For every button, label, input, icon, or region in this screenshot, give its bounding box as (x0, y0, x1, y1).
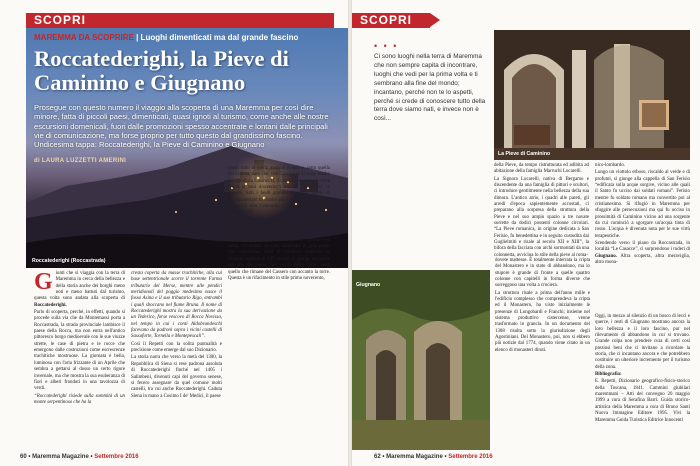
paragraph: Lungo un viottolo erboso, riscaldo al verde e di profumi, si giunge alla cappella di San Ferisio “edificata sulla acque sorgive, vicino alle quali il Santo fu ucciso dai soldati romani”. Ferisio mentre fu soldato romano ma convertito poi al cristianesimo. Si rifugiò in Maremma per sfuggire alle persecuzioni ma qui fu ucciso in prossimità di Caminino vicino ad una sorgente da cui cominciò a sgorgare un'acqua tinta di rosso. L'acqua è divenuta nota per le sue virtù terapeutiche. (595, 170, 690, 239)
paragraph: nico-lombardo. (595, 163, 626, 168)
section-header (26, 13, 334, 28)
dropcap: G (34, 269, 53, 295)
issue-date: Settembre 2016 (94, 454, 139, 460)
bibliography-title: Bibliografia: (595, 372, 622, 378)
text-column-r1 (494, 163, 589, 258)
paragraph: Parlo di scoperta, perché, in effetti, quando si procede sulla via che da Montemassi porta a Roccastrada, la strada provinciale lambisce il paese della Rocca, ma non entra nell'antico pittoresco borgo medioevale con le sue viuzze strette, le case di pietra e le rocce che emergono dalle costruzioni come escrescenze trachitiche mostruose. La giornata è bella, luminosa con l'aria frizzante di un Aprile che sembra a gettarsi al dosso un certo rigore invernale, ma che mostra la sua esuberanza di fiori e alberi fronduti in una tavolozza di verdi. (34, 310, 125, 392)
article-intro: Prosegue con questo numero il viaggio alla scoperta di una Maremma per così dire minore, fatta di piccoli paesi, dimenticati, quasi ignoti al turismo, come anche alle nostre escursioni domenicali, fuori dalle promozioni spesso accentrate e lontani dalle principali vie di comunicazione, ma forse proprio per tutto questo dal grandissimo fascino. Undicesima tappa: Roccatederighi, la Pieve di Caminino e Giugnano (34, 103, 329, 150)
footer-left: 60 • Maremma Magazine • Settembre 2016 (20, 454, 139, 460)
page-number: 62 (374, 454, 381, 460)
pull-quote-text: Ci sono luoghi nella terra di Maremma che non sempre capita di incontrare, luoghi che vedi per la prima volta e ti sembrano alla fine del mondo; incantano, perché non te lo aspetti, perché si crede di conoscere tutto della terra dove siamo nati, e invece non è così... (374, 53, 486, 123)
section-label: SCOPRI (360, 13, 413, 27)
text-column-1 (34, 271, 125, 449)
paragraph-text: iunti che si viaggia con la terra di Maremma in cerca della bellezza e della storia anche dei borghi meno noti e meno battuti dal turismo, questa volta sono andata alla scoperta di (34, 271, 125, 302)
text-column-2 (131, 271, 222, 449)
footer-right: 62 • Maremma Magazine • Settembre 2016 (374, 454, 493, 460)
paragraph: passò tutto in guida medicei e, infine, sotto quella dei Lorena, dato che, con Cristina di Lorena, madre del granduca Cosimo II, il castello era passato come feudo ai suoi discendenti maschi. “Annullati, in seguito, tutti i feudi granducali, anche quello di Roccatederighi fu riunito alla Corona Italiana che lo incorporò alla Comunità e alla giurisdizione di Roccastrada”. (228, 166, 330, 216)
section-arrow (430, 13, 440, 27)
paragraph-text: Scendendo verso il piano da Roccastrada, in località “Le Casacce”, ci sorprendono i ruderi di (595, 241, 690, 253)
text-column-r4 (595, 314, 690, 449)
kicker-main: MAREMMA DA SCOPRIRE (34, 33, 134, 42)
photo-pieve-caminino (494, 30, 690, 160)
paragraph: della Pieve, da tempo ristrutturata ed adibita ad abitazione della famiglia Marruchi Lucarelli. (494, 163, 589, 175)
section-header (352, 13, 430, 28)
paragraph (34, 271, 125, 309)
paragraph: cresta coperta da masse trachitiche, alla cui base settentrionale scorre il torrente Farma tributario del Merse, mentre alle pendici meridionali del poggio medesimo nasce il fosso Asina e il suo tributario Rigo, entrambi i quali sboccano nel fiume Bruna. Il nome di Roccatederighi mostra la sua derivazione da un Tederico, forse vescovo di Rocca Novissa, nel tempo in cui i conti Aldobrandeschi facevano da padroni sopra i vicini castelli di Sassoforte, Tornella e Montepescali”. (131, 271, 222, 340)
giugnano-caption: Giugnano (356, 282, 381, 288)
left-page (0, 0, 348, 466)
paragraph: La struttura risale a prima dell'anno mille e l'edificio complesso che comprendeva la cripta ed il Monastero, ha visto inizialmente le presenze di Longobardi e Franchi; insieme nel sistema produttivo cistercense, venne trasformato in grancia. In un documento del 1308 risulta sotto la giurisdizione degli Agostiniani. Del Monastero, poi, non si ebbero più notizie dal 1774, quando viene citato in un elenco di monasteri diruti. (495, 290, 590, 353)
paragraph: dovete mattesse. È totalmente interrata la cripta del Monastero e in stato di abbandono, ma lo stupore è grande di fronte a quelle quattro colonne con capitelli in forma diverse che sorreggono una volta a crociera. (495, 258, 590, 289)
pull-quote (374, 42, 486, 124)
hero-caption: Roccatederighi (Roccastrada) (32, 258, 106, 264)
paragraph (595, 241, 690, 266)
giugnano-illustration (352, 270, 490, 450)
magazine-name: Maremma Magazine (386, 454, 443, 460)
paragraph: “Roccatederighi risiede sulla sommità di un monte serpentinoso che ha la (34, 393, 125, 405)
paragraph-bold: Giugnano. (595, 253, 617, 259)
pieve-caption: La Pieve di Caminino (498, 151, 551, 157)
paragraph: La storia narra che verso la metà del 1300, la Repubblica di Siena si rese padrona assoluta di Roccatederighi finché nel 1405 i Salimbeni, divenuti capi del governo senese, si fecero assegnare da quel comune molti castelli, tra cui anche Roccatederighi. Caduta Siena in mano a Cosimo I de' Medici, il paese (131, 355, 222, 399)
bibliography: E. Repetti, Dizionario geografico-fisico-storico della Toscana, 1841. Cammini giubilari maremmani – Atti del convegno 20 maggio 1999 a cura di Serafina Barrì. Guida storico-artistica della Maremma a cura di Bruno Santi Nuova Immagine Editore 1995. Vivi la Maremma Guida Turistica Editrice Innocenti (595, 379, 690, 423)
paragraph-bold: Roccatederighi. (34, 302, 67, 308)
article-title: Roccatederighi, la Pieve di Caminino e Giugnano (34, 46, 289, 95)
paragraph-tail: Altra scoperta, altra meraviglia, altro mona- (595, 253, 691, 266)
paragraph: Così il Repetti con la solita puntualità e precisione come emerge dal suo Dizionario. (131, 341, 222, 354)
quote-dots-icon: • • • (374, 41, 399, 51)
pieve-illustration (494, 30, 690, 160)
right-page (352, 0, 700, 466)
section-label: SCOPRI (34, 13, 87, 27)
photo-giugnano (352, 270, 490, 450)
paragraph: La Signora Lucarelli, nativa di Bergamo e discendente da una famiglia di pittori e scultori, ci introduce gentilmente nella bellezza della sua dimora. L'antico atrio, i quadri alle pareti, gli arredi d'epoca sapientemente accostati, ci preparano alla sorpresa della struttura della Pieve e nel suo ampio spazio a tre navate sorrette da dodici possenti colonne circolari. “La Pieve romanica, in origine dedicata a San Ferisio, fu benedettina e in seguito custodita dai Guglielmiti e risale al secolo XII e XIII”, la bifora della facciata con archi sormontati da una colonnetta, avvicina lo stile della pieve al roma- (494, 176, 589, 258)
paragraph: Una porta d'accesso con conci di pietra squadrata con arco senese, introduce nel borgo medioevale ove si conservano tracce di mura di cinta. (228, 217, 330, 236)
kicker (34, 33, 298, 42)
author-byline: di LAURA LUZZETTI AMERINI (34, 158, 127, 164)
text-column-r2 (595, 163, 690, 311)
page-number: 60 (20, 454, 27, 460)
text-column-3 (228, 166, 330, 449)
text-column-r3 (495, 258, 590, 449)
paragraph: Camminando su un selciato di pietra, ristretto e in salita, circondato da case, disabitate in gran parte, che conservano tratti di murature originale in filaretto risalenti al XIV secolo, si giunge alla parte più alta del paese. Nel vicolo della Torre, vedo quello che rimane del Cassero con accanto la torre. Questa è un rifacimento in stile primo novecento, (228, 237, 330, 281)
paragraph: Oggi, in mezzo al silenzio di un bosco di lecci e querce, i resti di Giugnano mostrano ancora la loro bellezza e il loro fascino, pur nel rilevamento di abbandono in cui si trovano. Grande colpa non prendere cura di certi così preziosi beni che ci invitano a ricordare la storia, che ci incantano ancora e che potrebbero costituire un ulteriore incremento per il turismo della zona. (595, 314, 690, 370)
magazine-name: Maremma Magazine (32, 454, 89, 460)
kicker-sub: | Luoghi dimenticati ma dal grande fascino (136, 33, 299, 42)
issue-date: Settembre 2016 (448, 454, 493, 460)
